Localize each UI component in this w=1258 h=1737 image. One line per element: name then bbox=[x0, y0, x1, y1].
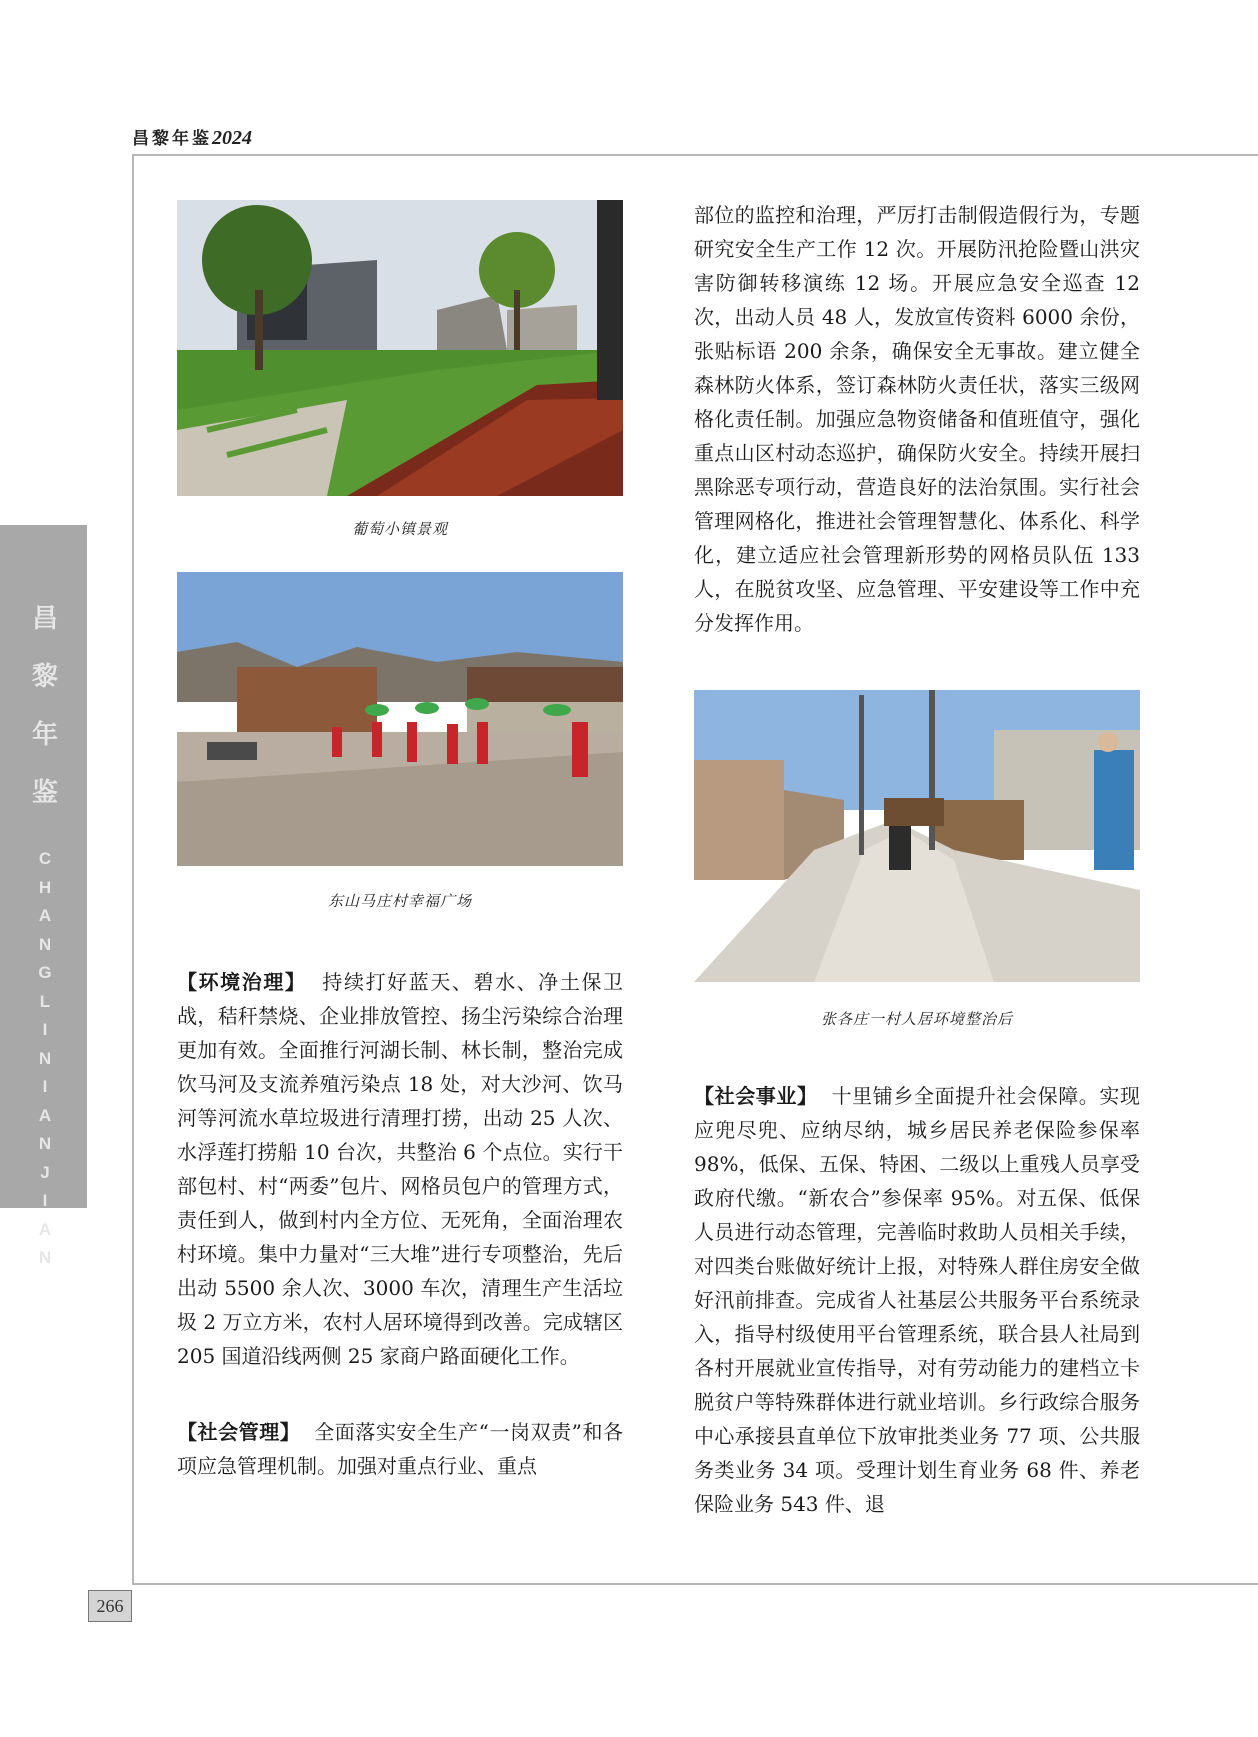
side-letter: G bbox=[38, 963, 52, 982]
page-number: 266 bbox=[88, 1590, 132, 1622]
section-environment bbox=[177, 965, 623, 1373]
photo-caption: 葡萄小镇景观 bbox=[351, 520, 448, 538]
photo-vineyard-town bbox=[177, 200, 623, 496]
side-letter: A bbox=[38, 1219, 52, 1239]
section-social-management bbox=[177, 1415, 623, 1483]
continued-paragraph: 部位的监控和治理，严厉打击制假造假行为，专题研究安全生产工作 12 次。开展防汛抢险暨山洪灾害防御转移演练 12 场。开展应急安全巡查 12 次，出动人员 48 人，发放宣传资料 6000 余份，张贴标语 200 余条，确保安全无事故。建立健全森林防火体系，签订森林防火责任状，落实三级网格化责任制。加强应急物资储备和值班值守，强化重点山区村动态巡护，确保防火安全。持续开展扫黑除恶专项行动，营造良好的法治氛围。实行社会管理网格化，推进社会管理智慧化、体系化、科学化，建立适应社会管理新形势的网格员队伍 133 人，在脱贫攻坚、应急管理、平安建设等工作中充分发挥作用。 bbox=[694, 203, 1140, 635]
side-letter: I bbox=[42, 1020, 48, 1039]
yearbook-header bbox=[132, 124, 252, 150]
side-letter: A bbox=[38, 1105, 52, 1125]
side-tab-pinyin bbox=[35, 845, 55, 1273]
side-letter: N bbox=[38, 1248, 52, 1267]
section-body-social-management: 全面落实安全生产“一岗双责”和各项应急管理机制。加强对重点行业、重点 bbox=[177, 1420, 624, 1478]
right-column-top bbox=[694, 198, 1140, 640]
frame-top-rule bbox=[132, 154, 1258, 156]
section-body-social-affairs: 十里铺乡全面提升社会保障。实现应兜尽兜、应纳尽纳，城乡居民养老保险参保率 98%，低保、五保、特困、二级以上重残人员享受政府代缴。“新农合”参保率 95%。对五保、低保人员进行动态管理，完善临时救助人员相关手续，对四类台账做好统计上报，对特殊人群住房安全做好汛前排查。完成省人社基层公共服务平台系统录入，指导村级使用平台管理系统，联合县人社局到各村开展就业宣传指导，对有劳动能力的建档立卡脱贫户等特殊群体进行就业培训。乡行政综合服务中心承接县直单位下放审批类业务 77 项、公共服务类业务 34 项。受理计划生育业务 68 件、养老保险业务 543 件、退 bbox=[694, 1084, 1141, 1516]
left-column bbox=[177, 965, 623, 1483]
photo-happiness-square-illustration bbox=[177, 572, 623, 866]
side-letter: N bbox=[38, 934, 52, 954]
photo-caption: 张各庄一村人居环境整治后 bbox=[820, 1010, 1013, 1028]
side-letter: H bbox=[38, 877, 52, 897]
yearbook-title: 昌黎年鉴 bbox=[132, 129, 212, 149]
section-body-environment: 持续打好蓝天、碧水、净土保卫战，秸秆禁烧、企业排放管控、扬尘污染综合治理更加有效。全面推行河湖长制、林长制，整治完成饮马河及支流养殖污染点 18 处，对大沙河、饮马河等河流水草垃圾进行清理打捞，出动 25 人次、水浮莲打捞船 10 台次，共整治 6 个点位。实行干部包村、村“两委”包片、网格员包户的管理方式，责任到人，做到村内全方位、无死角，全面治理农村环境。集中力量对“三大堆”进行专项整治，先后出动 5500 余人次、3000 车次，清理生产生活垃圾 2 万立方米，农村人居环境得到改善。完成辖区 205 国道沿线两侧 25 家商户路面硬化工作。 bbox=[177, 970, 624, 1368]
photo-caption: 东山马庄村幸福广场 bbox=[327, 892, 472, 910]
section-social-affairs bbox=[694, 1079, 1140, 1521]
frame-left-rule bbox=[132, 154, 134, 1585]
side-letter: N bbox=[38, 1134, 52, 1153]
side-letter: I bbox=[42, 1077, 48, 1096]
yearbook-year: 2024 bbox=[212, 127, 252, 149]
side-char: 昌 bbox=[31, 604, 58, 634]
side-char: 黎 bbox=[31, 662, 58, 692]
right-column-bottom bbox=[694, 1079, 1140, 1521]
photo-village-environment-illustration bbox=[694, 690, 1140, 982]
side-tab-chinese bbox=[30, 590, 60, 822]
photo-vineyard-town-illustration bbox=[177, 200, 623, 496]
section-tag-social-affairs: 【社会事业】 bbox=[694, 1084, 818, 1108]
photo-happiness-square bbox=[177, 572, 623, 866]
side-letter: C bbox=[38, 849, 52, 868]
side-letter: N bbox=[38, 1048, 52, 1068]
side-char: 鉴 bbox=[31, 778, 58, 808]
section-tag-environment: 【环境治理】 bbox=[177, 970, 307, 994]
side-char: 年 bbox=[31, 720, 58, 750]
photo-village-environment bbox=[694, 690, 1140, 982]
frame-bottom-rule bbox=[132, 1583, 1258, 1585]
side-letter: I bbox=[42, 1191, 48, 1210]
side-letter: A bbox=[38, 906, 52, 925]
side-letter: J bbox=[40, 1162, 50, 1182]
section-tag-social-management: 【社会管理】 bbox=[177, 1420, 301, 1444]
side-letter: L bbox=[39, 991, 51, 1011]
